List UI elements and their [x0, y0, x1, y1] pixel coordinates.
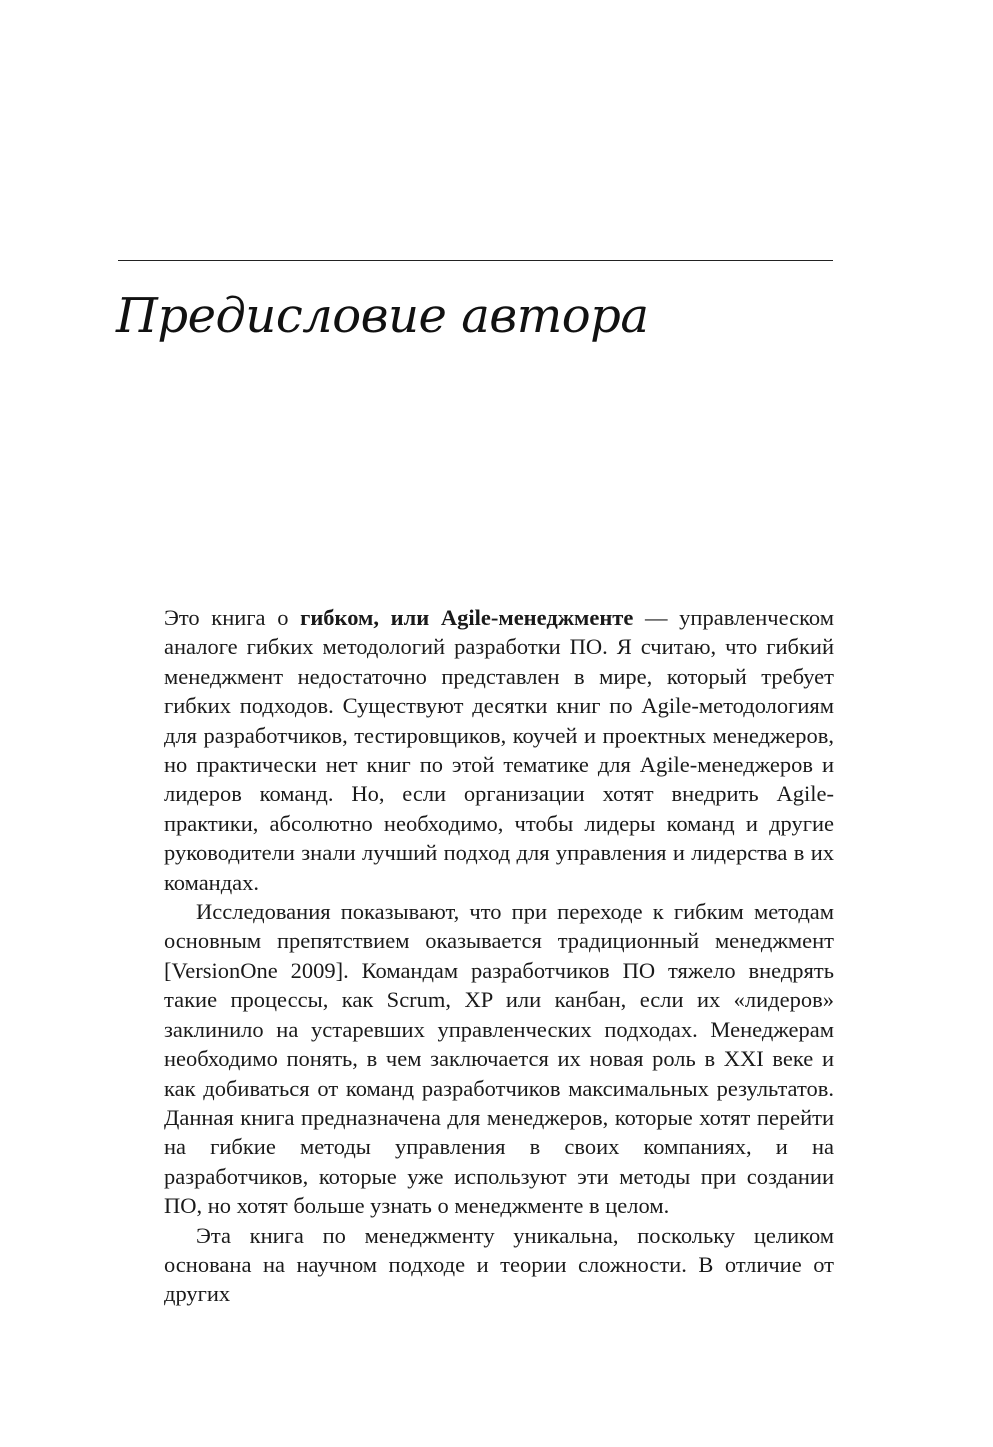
body-text: [164, 603, 834, 1309]
paragraph-2: Исследования показывают, что при переходе к гибким методам основным препятствием оказывается традиционный менеджмент [VersionOne 2009]. Командам разработчиков ПО тяжело внедрять такие процессы, как Scrum, XP или канбан, если их «лидеров» заклинило на устаревших управленческих подходах. Менеджерам необходимо понять, в чем заключается их новая роль в XXI веке и как добиваться от команд разработчиков максимальных результатов. Данная книга предназначена для менеджеров, которые хотят перейти на гибкие методы управления в своих компаниях, и на разработчиков, которые уже используют эти методы при создании ПО, но хотят больше узнать о менеджменте в целом.: [164, 899, 834, 1219]
chapter-title: Предисловие автора: [116, 288, 649, 344]
paragraph-1-intro: Это книга о: [164, 605, 301, 630]
paragraph-3: Эта книга по менеджменту уникальна, поскольку целиком основана на научном подходе и теории сложности. В отличие от других: [164, 1222, 834, 1307]
chapter-title-rule: [118, 260, 833, 261]
paragraph-1-bold-term: гибком, или Agile-менеджменте: [300, 605, 634, 630]
paragraph-1-text: — управленческом аналоге гибких методологий разработки ПО. Я считаю, что гибкий менеджмент недостаточно представлен в мире, который требует гибких подходов. Существуют десятки книг по Agile-методологиям для разработчиков, тестировщиков, коучей и проектных менеджеров, но практически нет книг по этой тематике для Agile-менеджеров и лидеров команд. Но, если организации хотят внедрить Agile-практики, абсолютно необходимо, чтобы лидеры команд и другие руководители знали лучший подход для управления и лидерства в их командах.: [164, 605, 834, 895]
paragraph-1: [164, 603, 834, 897]
